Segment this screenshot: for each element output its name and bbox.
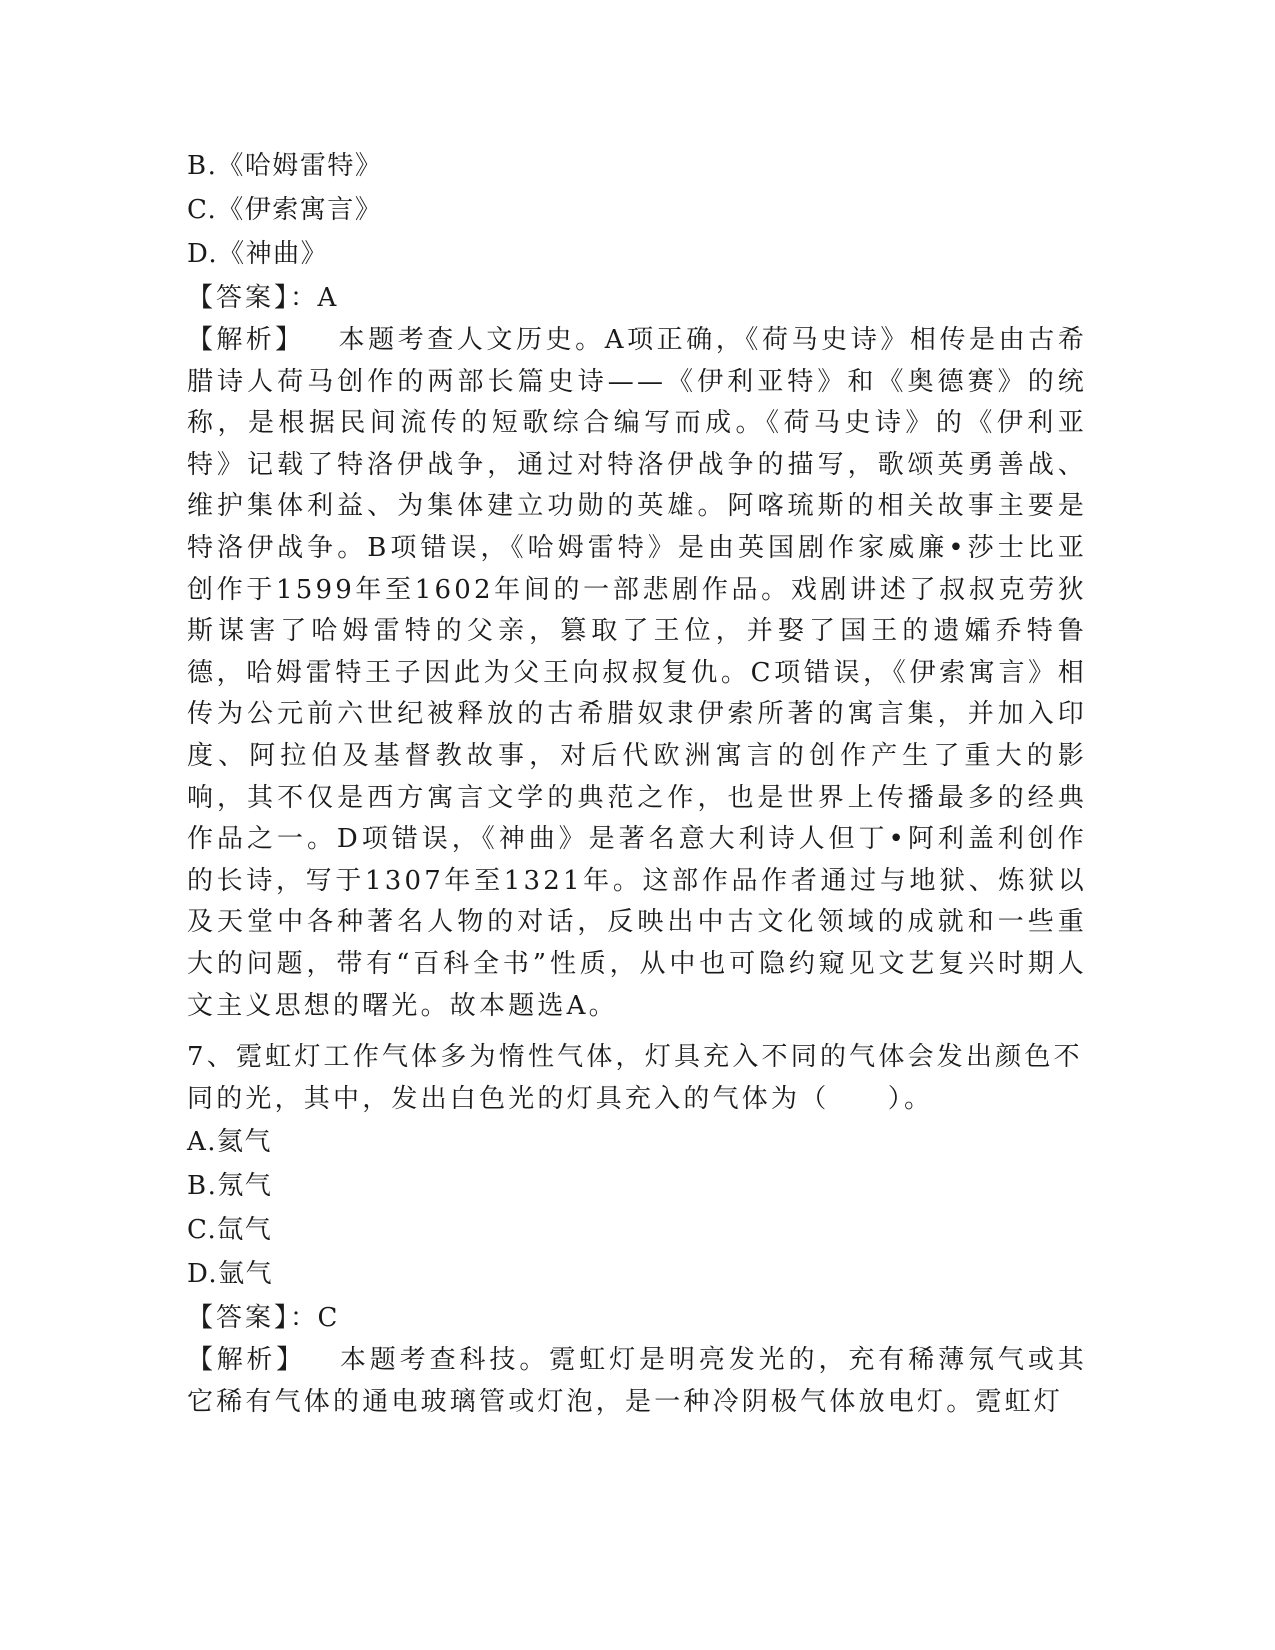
q7-answer-value: ：C — [290, 1303, 339, 1334]
document-page — [187, 144, 1087, 1423]
q7-option-a: A.氦气 — [187, 1127, 273, 1158]
q7-analysis-text: 本题考查科技。霓虹灯是明亮发光的，充有稀薄氖气或其它稀有气体的通电玻璃管或灯泡，是一种冷阴极气体放电灯。霓虹灯 — [187, 1345, 1087, 1417]
q7-analysis — [187, 1340, 1087, 1423]
q7-option-b: B.氖气 — [187, 1171, 273, 1202]
q7-option-c: C.氙气 — [187, 1215, 273, 1246]
q6-answer — [187, 276, 1087, 320]
q7-question: 7、霓虹灯工作气体多为惰性气体，灯具充入不同的气体会发出颜色不同的光，其中，发出白色光的灯具充入的气体为（ ）。 — [187, 1042, 1083, 1114]
q7-analysis-label: 【解析】 — [187, 1345, 306, 1376]
q6-answer-label: 【答案】 — [187, 283, 291, 313]
q6-option-c: C.《伊索寓言》 — [187, 195, 383, 225]
q7-answer-label: 【答案】 — [187, 1303, 291, 1334]
q7-option-d: D.氩气 — [187, 1259, 274, 1290]
q7-answer — [187, 1296, 1087, 1340]
q6-analysis-text: 本题考查人文历史。A项正确，《荷马史诗》相传是由古希腊诗人荷马创作的两部长篇史诗——《伊利亚特》和《奥德赛》的统称，是根据民间流传的短歌综合编写而成。《荷马史诗》的《伊利亚特》记载了特洛伊战争，通过对特洛伊战争的描写，歌颂英勇善战、维护集体利益、为集体建立功勋的英雄。阿喀琉斯的相关故事主要是特洛伊战争。B项错误，《哈姆雷特》是由英国剧作家威廉•莎士比亚创作于1599年至1602年间的一部悲剧作品。戏剧讲述了叔叔克劳狄斯谋害了哈姆雷特的父亲，篡取了王位，并娶了国王的遗孀乔特鲁德，哈姆雷特王子因此为父王向叔叔复仇。C项错误，《伊索寓言》相传为公元前六世纪被释放的古希腊奴隶伊索所著的寓言集，并加入印度、阿拉伯及基督教故事，对后代欧洲寓言的创作产生了重大的影响，其不仅是西方寓言文学的典范之作，也是世界上传播最多的经典作品之一。D项错误，《神曲》是著名意大利诗人但丁•阿利盖利创作的长诗，写于1307年至1321年。这部作品作者通过与地狱、炼狱以及天堂中各种著名人物的对话，反映出中古文化领域的成就和一些重大的问题，带有“百科全书”性质，从中也可隐约窥见文艺复兴时期人文主义思想的曙光。故本题选A。 — [187, 325, 1087, 1021]
q6-option-b: B.《哈姆雷特》 — [187, 151, 383, 181]
q6-option-d: D.《神曲》 — [187, 239, 329, 269]
q6-analysis — [187, 320, 1087, 1027]
q6-analysis-label: 【解析】 — [187, 325, 305, 355]
q6-answer-value: ：A — [290, 283, 338, 313]
